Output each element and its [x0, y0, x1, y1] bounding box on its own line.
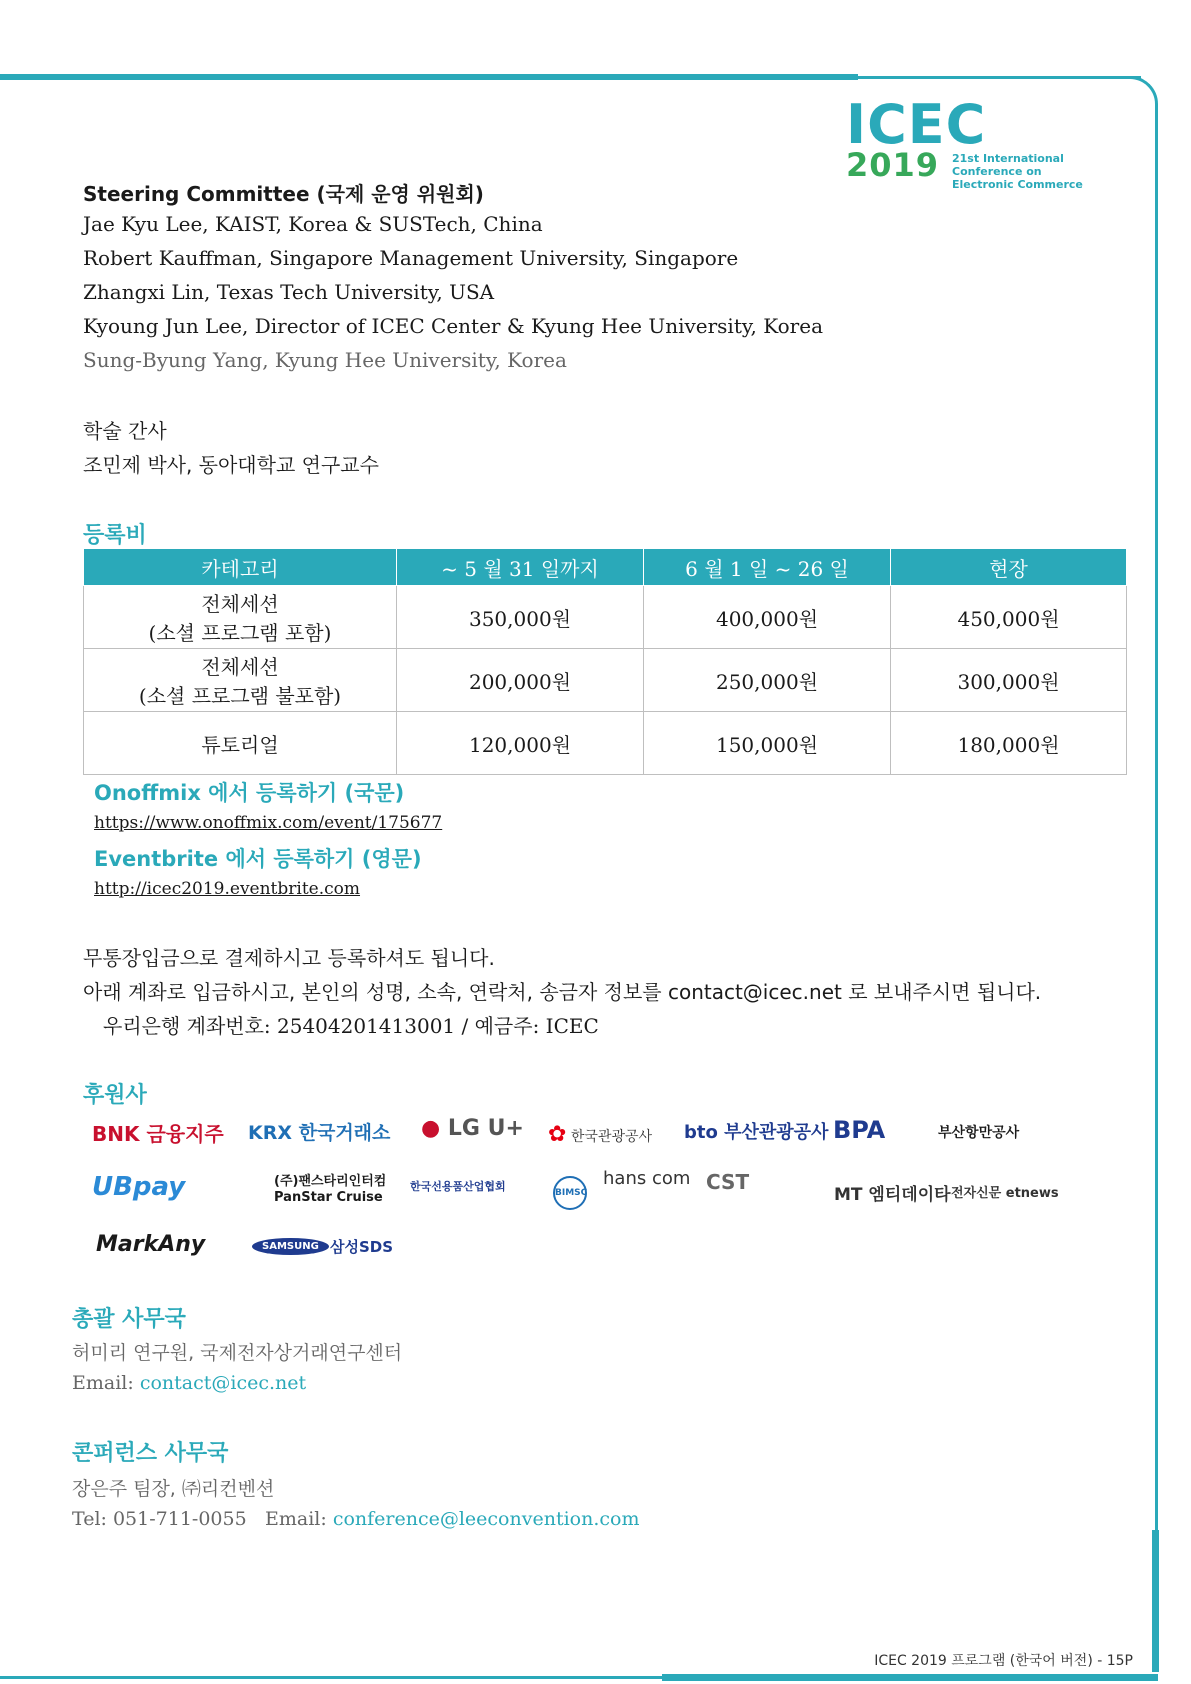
kto-emblem-icon: ✿ — [548, 1122, 567, 1147]
sponsor-logo-samsung: SAMSUNG — [252, 1238, 329, 1255]
bank-info-line1: 무통장입금으로 결제하시고 등록하셔도 됩니다. — [83, 946, 495, 970]
sponsor-logo-bpa-kr: 부산항만공사 — [938, 1125, 1020, 1141]
page-footer: ICEC 2019 프로그램 (한국어 버전) - 15P — [874, 1653, 1133, 1669]
category-name: 전체세션 — [201, 655, 279, 679]
header-onsite: 현장 — [891, 549, 1127, 586]
sponsor-logo-lgu-text: LG U+ — [447, 1116, 524, 1141]
frame-right-border-thick — [1152, 1530, 1159, 1672]
lg-circle-icon: ● — [421, 1116, 441, 1141]
sponsor-logo-bto: bto 부산관광공사 — [684, 1122, 829, 1143]
sponsor-logo-panstar — [274, 1174, 386, 1206]
eventbrite-register-title: Eventbrite 에서 등록하기 (영문) — [94, 847, 422, 871]
table-row — [84, 712, 1127, 775]
conference-office-email-label: Email: — [265, 1508, 333, 1530]
sponsors-title: 후원사 — [83, 1083, 147, 1108]
logo-subtitle — [952, 152, 1116, 191]
eventbrite-link[interactable]: http://icec2019.eventbrite.com — [94, 879, 361, 899]
category-cell — [84, 649, 397, 712]
table-header-row — [84, 549, 1127, 586]
frame-bottom-border-thin — [0, 1676, 662, 1679]
sponsor-logo-lgu — [421, 1116, 524, 1141]
sponsor-logo-mt: MT 엠티데이타 — [834, 1185, 951, 1205]
category-name: 튜토리얼 — [201, 732, 279, 757]
category-note: (소셜 프로그램 불포함) — [138, 684, 342, 708]
academic-person: 조민제 박사, 동아대학교 연구교수 — [83, 453, 379, 477]
logo-subtitle-line2: Electronic Commerce — [952, 178, 1083, 191]
sponsor-logo-samsungsds: 삼성SDS — [330, 1238, 394, 1256]
conference-office-person: 장은주 팀장, ㈜리컨벤션 — [72, 1478, 275, 1500]
category-note: (소셜 프로그램 포함) — [148, 621, 332, 645]
sponsor-logo-bnk: BNK 금융지주 — [92, 1122, 224, 1146]
steering-member: Kyoung Jun Lee, Director of ICEC Center & Kyung Hee University, Korea — [83, 314, 823, 338]
secretariat-email-label: Email: — [72, 1372, 140, 1394]
header-early: ~ 5 월 31 일까지 — [397, 549, 644, 586]
category-cell — [84, 712, 397, 775]
fee-cell: 350,000원 — [397, 586, 644, 649]
steering-title: Steering Committee (국제 운영 위원회) — [83, 182, 484, 206]
sponsor-logo-markany: MarkAny — [96, 1232, 206, 1257]
registration-title: 등록비 — [83, 523, 147, 548]
icec-logo — [846, 93, 1116, 191]
logo-subtitle-line1: 21st International Conference on — [952, 152, 1064, 178]
logo-main-text: ICEC — [846, 93, 987, 156]
header-category: 카테고리 — [84, 549, 397, 586]
bank-account: 우리은행 계좌번호: 25404201413001 / 예금주: ICEC — [103, 1014, 599, 1038]
sponsor-logo-bpa: BPA — [833, 1116, 886, 1144]
frame-bottom-border — [662, 1674, 1158, 1681]
sponsor-logo-kto — [548, 1122, 652, 1147]
frame-top-border — [0, 74, 858, 80]
sponsor-logo-cst: CST — [706, 1170, 750, 1194]
table-row — [84, 649, 1127, 712]
header-regular: 6 월 1 일 ~ 26 일 — [644, 549, 891, 586]
onoffmix-link[interactable]: https://www.onoffmix.com/event/175677 — [94, 813, 443, 833]
steering-member: Robert Kauffman, Singapore Management University, Singapore — [83, 246, 739, 270]
conference-office-email-row — [265, 1508, 639, 1530]
secretariat-email-row — [72, 1372, 306, 1394]
fee-cell: 200,000원 — [397, 649, 644, 712]
steering-member: Jae Kyu Lee, KAIST, Korea & SUSTech, China — [83, 212, 543, 236]
frame-right-border — [1155, 150, 1158, 1530]
steering-member: Sung-Byung Yang, Kyung Hee University, Korea — [83, 348, 567, 372]
fee-cell: 180,000원 — [891, 712, 1127, 775]
fee-cell: 300,000원 — [891, 649, 1127, 712]
category-cell — [84, 586, 397, 649]
sponsor-logo-ksia: 한국선용품산업협회 — [410, 1180, 506, 1193]
academic-title: 학술 간사 — [83, 419, 167, 443]
sponsor-logo-etnews: 전자신문 etnews — [951, 1186, 1059, 1201]
registration-fee-table — [83, 548, 1127, 775]
steering-member: Zhangxi Lin, Texas Tech University, USA — [83, 280, 495, 304]
fee-cell: 400,000원 — [644, 586, 891, 649]
fee-cell: 450,000원 — [891, 586, 1127, 649]
secretariat-title: 총괄 사무국 — [72, 1307, 186, 1332]
sponsor-logo-bimsc: BIMSC — [553, 1176, 587, 1210]
secretariat-email[interactable]: contact@icec.net — [139, 1372, 307, 1394]
panstar-kr: (주)팬스타리인터컴 — [274, 1174, 387, 1189]
sponsor-logo-kto-text: 한국관광공사 — [570, 1129, 653, 1145]
conference-office-email[interactable]: conference@leeconvention.com — [332, 1508, 640, 1530]
sponsor-logo-ubpay: UBpay — [92, 1172, 186, 1202]
fee-cell: 250,000원 — [644, 649, 891, 712]
fee-cell: 120,000원 — [397, 712, 644, 775]
bank-info-line2: 아래 계좌로 입금하시고, 본인의 성명, 소속, 연락처, 송금자 정보를 contact@icec.net 로 보내주시면 됩니다. — [83, 980, 1042, 1004]
conference-office-tel: Tel: 051-711-0055 — [72, 1508, 247, 1530]
conference-office-title: 콘퍼런스 사무국 — [72, 1441, 229, 1466]
logo-year: 2019 — [846, 146, 940, 184]
secretariat-person: 허미리 연구원, 국제전자상거래연구센터 — [72, 1342, 403, 1364]
panstar-en: PanStar Cruise — [274, 1190, 383, 1205]
sponsor-logo-hanscom: hans com — [603, 1168, 691, 1189]
category-name: 전체세션 — [201, 592, 279, 616]
fee-cell: 150,000원 — [644, 712, 891, 775]
onoffmix-register-title: Onoffmix 에서 등록하기 (국문) — [94, 781, 405, 805]
sponsor-logo-krx: KRX 한국거래소 — [248, 1122, 391, 1144]
table-row — [84, 586, 1127, 649]
